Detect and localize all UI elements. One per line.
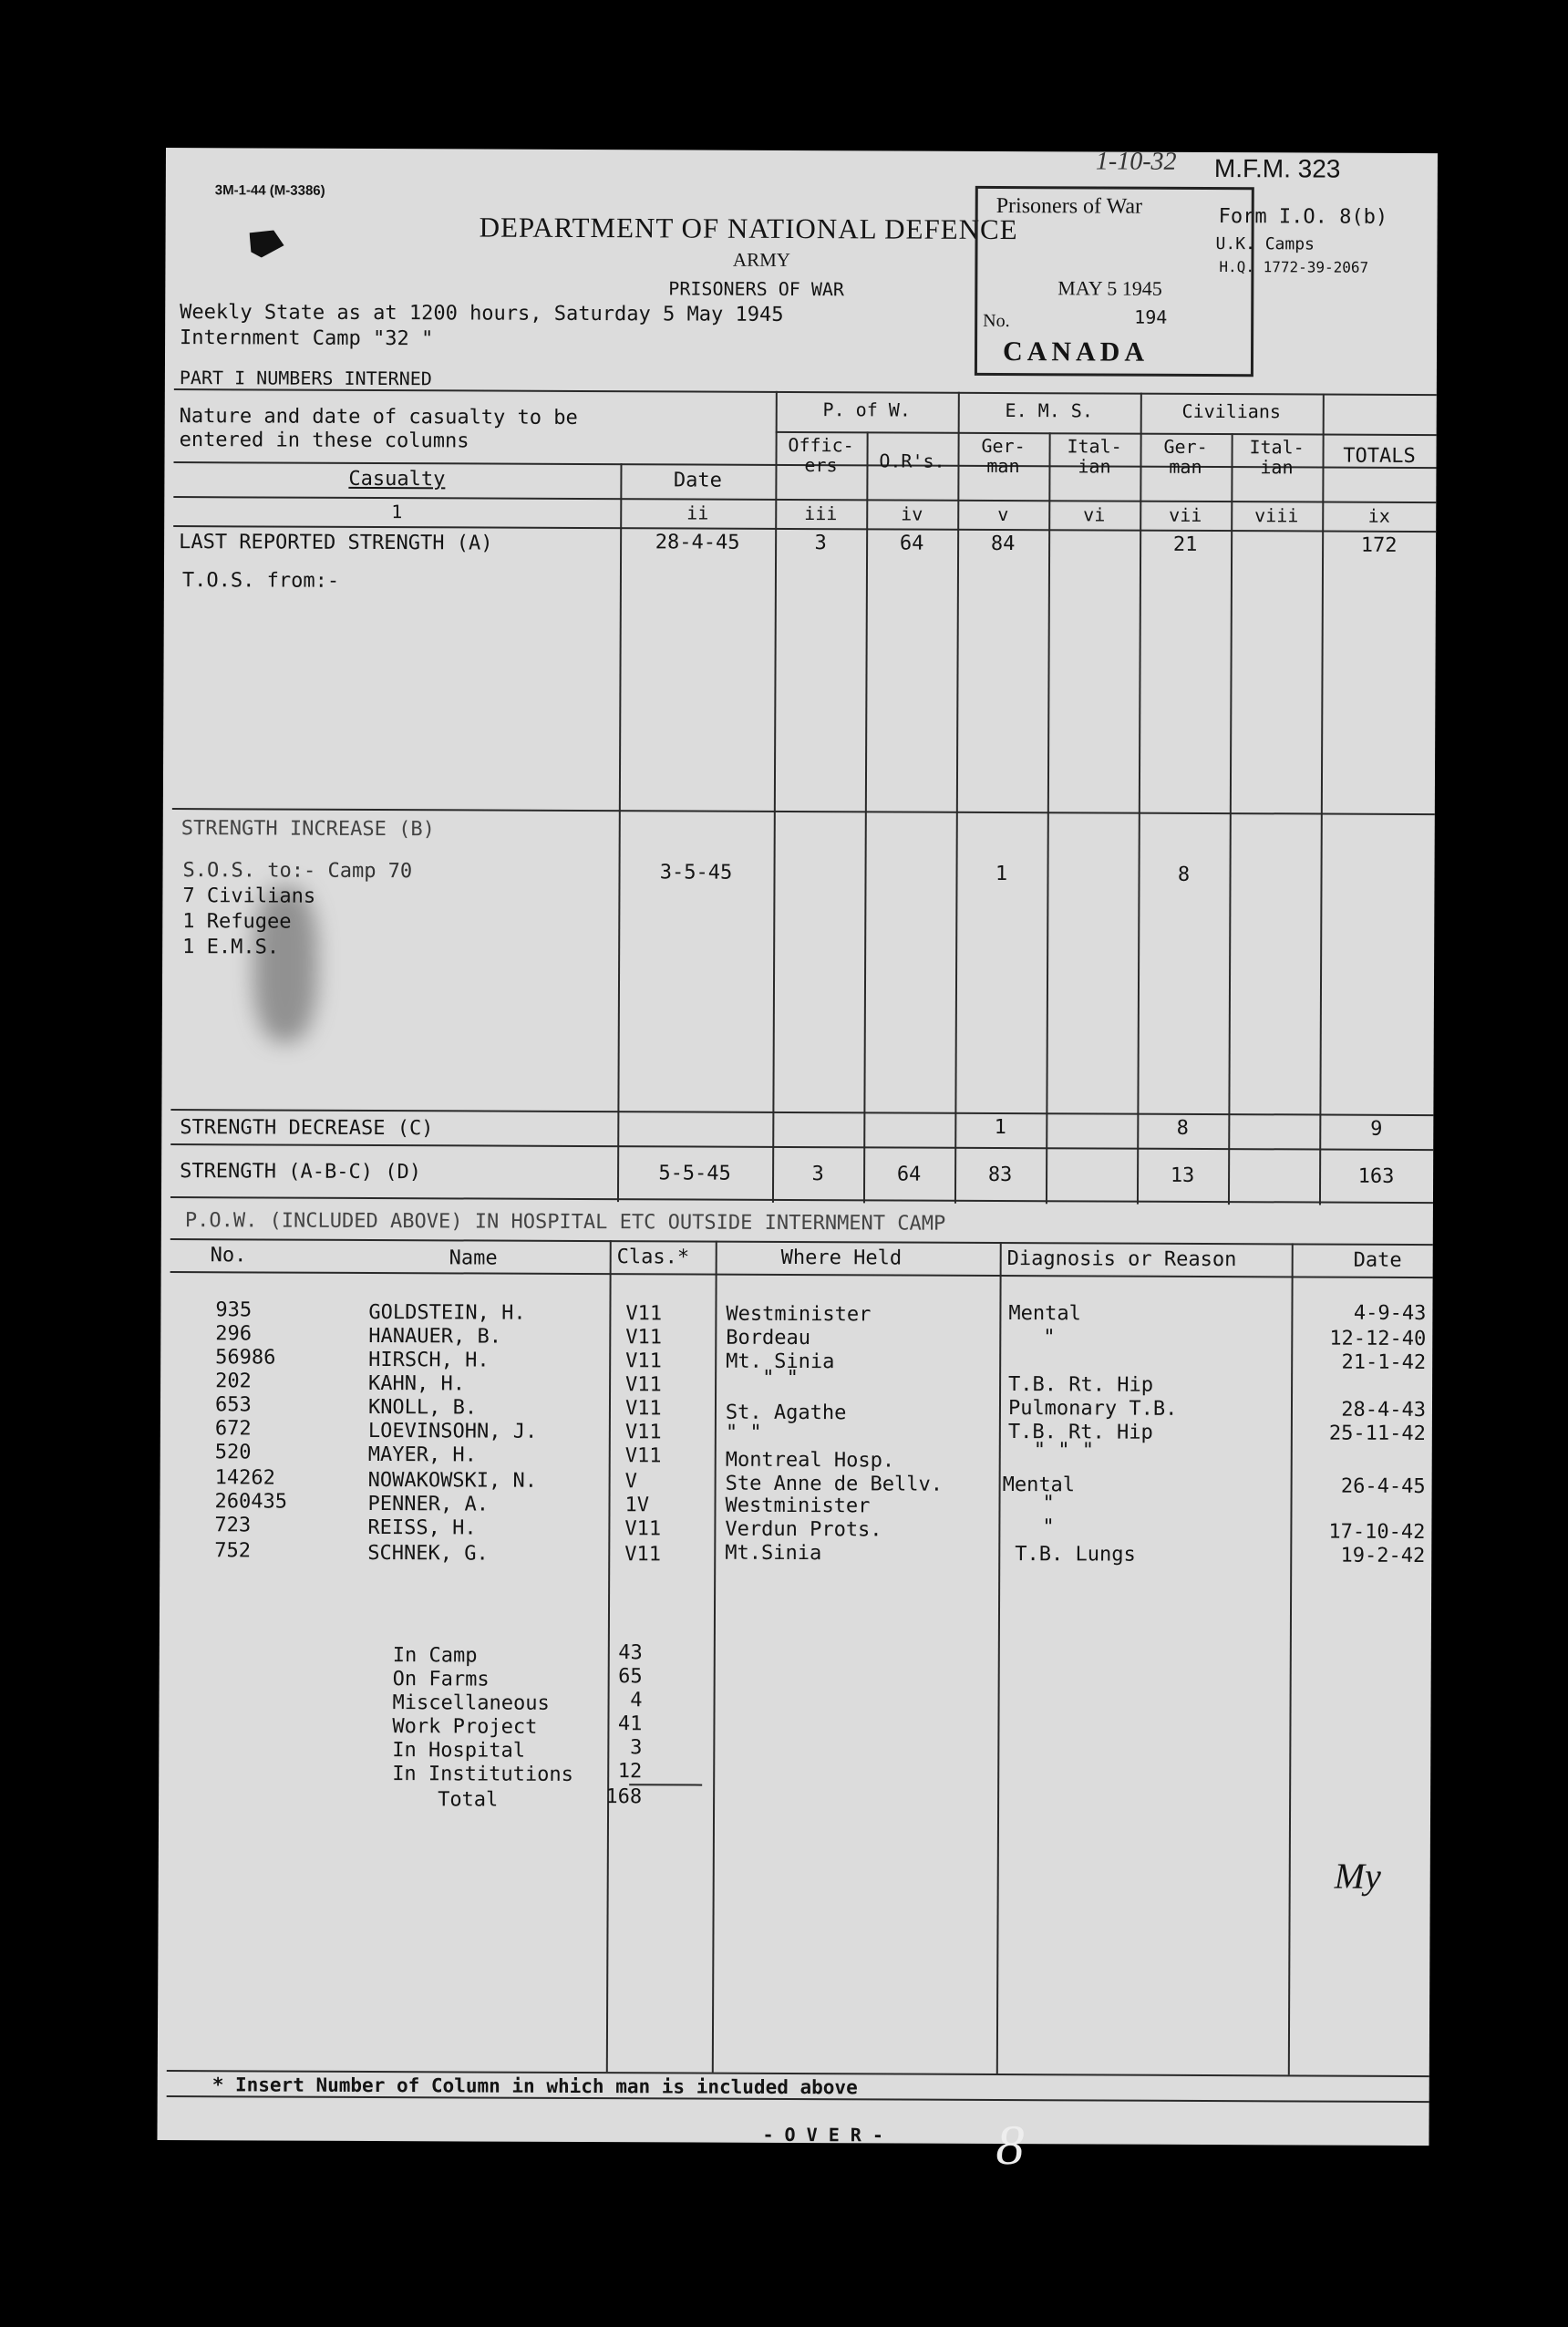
last-reported-civ-german: 21: [1172, 533, 1198, 556]
summary-value-3: 4: [630, 1689, 643, 1712]
row-10-diag: ": [1042, 1515, 1055, 1539]
row-8-diag: Mental: [1002, 1474, 1076, 1497]
strength-officers: 3: [811, 1163, 824, 1186]
strength-civ-german: 13: [1170, 1164, 1195, 1187]
row-6-name: LOEVINSOHN, J.: [367, 1419, 538, 1443]
row-5-clas: V11: [624, 1397, 662, 1421]
row-1-where: Westminister: [726, 1302, 872, 1327]
col-name: Name: [449, 1246, 498, 1270]
row-7-clas: V11: [624, 1444, 662, 1468]
last-reported-ors: 64: [899, 532, 924, 555]
date-label: Date: [673, 469, 722, 492]
strength-total: 163: [1357, 1164, 1395, 1188]
army-label: ARMY: [732, 248, 791, 271]
handwritten-initials: My: [1334, 1855, 1381, 1897]
row-1-clas: V11: [625, 1302, 663, 1326]
decrease-total: 9: [1370, 1117, 1383, 1141]
row-3-date: 21-1-42: [1341, 1350, 1427, 1375]
strength-ems-german: 83: [987, 1163, 1013, 1187]
summary-label-2: On Farms: [392, 1668, 490, 1691]
row-2-name: HANAUER, B.: [368, 1324, 502, 1349]
summary-label-3: Miscellaneous: [392, 1691, 550, 1715]
row-4-diag: T.B. Rt. Hip: [1008, 1373, 1154, 1397]
col-ems-italian: Ital-ian: [1067, 435, 1122, 478]
row-4-date: [1291, 1374, 1426, 1375]
row-9-name: PENNER, A.: [367, 1492, 490, 1516]
row-6-no: 672: [214, 1417, 252, 1441]
summary-label-6: In Institutions: [392, 1763, 573, 1786]
row-11-name: SCHNEK, G.: [367, 1541, 489, 1566]
row-3-where: Mt. Sinia: [726, 1350, 835, 1374]
decrease-ems-german: 1: [994, 1115, 1006, 1140]
row-5-no: 653: [214, 1393, 252, 1417]
strength-increase-label: STRENGTH INCREASE (B): [181, 817, 435, 842]
row-1-diag: Mental: [1008, 1302, 1081, 1326]
sos-line-1: S.O.S. to:- Camp 70: [182, 859, 413, 884]
camp-label: Internment Camp "32 ": [180, 326, 434, 351]
hospital-title: P.O.W. (INCLUDED ABOVE) IN HOSPITAL ETC OUTSIDE INTERNMENT CAMP: [184, 1209, 946, 1236]
part-label: PART I NUMBERS INTERNED: [179, 367, 432, 390]
row-10-clas: V11: [624, 1517, 662, 1541]
document-sheet: [157, 147, 1438, 2177]
summary-value-2: 65: [618, 1665, 643, 1689]
sos-date: 3-5-45: [659, 861, 733, 884]
tos-label: T.O.S. from:-: [181, 569, 340, 593]
last-reported-ems-german: 84: [990, 532, 1016, 556]
col-no: No.: [210, 1244, 247, 1267]
stamp-no-label: No.: [983, 310, 1010, 332]
summary-label-5: In Hospital: [392, 1739, 526, 1763]
row-5-name: KNOLL, B.: [367, 1395, 478, 1420]
group-civilians: Civilians: [1181, 399, 1281, 423]
row-4-clas: V11: [625, 1373, 662, 1397]
row-7-diag: " " ": [1033, 1439, 1095, 1463]
summary-label-7: Total: [438, 1788, 499, 1812]
decrease-label: STRENGTH DECREASE (C): [180, 1116, 434, 1141]
strength-label: STRENGTH (A-B-C) (D): [180, 1160, 422, 1184]
row-10-name: REISS, H.: [367, 1515, 477, 1540]
row-4-name: KAHN, H.: [368, 1371, 466, 1396]
weekly-state: Weekly State as at 1200 hours, Saturday 5 May 1945: [180, 301, 784, 326]
row-8-name: NOWAKOWSKI, N.: [367, 1468, 538, 1493]
row-7-where: Montreal Hosp.: [725, 1448, 895, 1473]
col-ems-german: Ger-man: [981, 434, 1026, 478]
numeral-2: ii: [686, 502, 709, 524]
stamp-no-value: 194: [1134, 305, 1168, 328]
row-7-date: [1291, 1445, 1426, 1446]
decrease-civ-german: 8: [1176, 1116, 1189, 1140]
row-8-no: 14262: [214, 1466, 275, 1490]
ink-blot: [249, 230, 284, 257]
over-label: - O V E R -: [762, 2123, 884, 2146]
page-mark: 8: [995, 2114, 1025, 2177]
row-11-diag: T.B. Lungs: [1015, 1543, 1136, 1567]
stamp-country: CANADA: [1002, 336, 1150, 367]
row-4-no: 202: [215, 1370, 252, 1393]
last-reported-date: 28-4-45: [655, 531, 740, 554]
last-reported-label: LAST REPORTED STRENGTH (A): [179, 531, 493, 555]
row-1-name: GOLDSTEIN, H.: [368, 1300, 526, 1325]
summary-value-5: 3: [630, 1736, 643, 1760]
row-9-diag: ": [1042, 1492, 1055, 1515]
mfm-number: M.F.M. 323: [1213, 154, 1341, 183]
group-ems: E. M. S.: [1005, 399, 1093, 422]
row-1-no: 935: [215, 1298, 253, 1322]
row-6-where: " ": [725, 1421, 762, 1444]
uk-camps: U.K. Camps: [1215, 234, 1315, 254]
stamp-title: Prisoners of War: [995, 193, 1143, 219]
stamp-date: MAY 5 1945: [1057, 276, 1162, 300]
row-11-date: 19-2-42: [1340, 1544, 1426, 1568]
pow-label: PRISONERS OF WAR: [668, 277, 845, 301]
row-9-clas: 1V: [624, 1494, 650, 1517]
row-2-clas: V11: [625, 1326, 663, 1350]
row-10-no: 723: [214, 1514, 252, 1537]
row-3-no: 56986: [215, 1346, 276, 1370]
row-6-clas: V11: [624, 1421, 662, 1444]
numeral-6: vi: [1083, 503, 1106, 526]
group-pow: P. of W.: [822, 398, 911, 421]
col-date: Date: [1353, 1248, 1402, 1272]
last-reported-officers: 3: [814, 532, 827, 555]
col-clas: Clas.*: [616, 1246, 690, 1269]
sos-line-4: 1 E.M.S.: [182, 936, 280, 959]
summary-value-7: 168: [605, 1785, 643, 1809]
row-4-where: " ": [762, 1366, 799, 1391]
sos-line-3: 1 Refugee: [182, 910, 292, 934]
sos-ems-german: 1: [995, 862, 1008, 886]
row-11-no: 752: [214, 1539, 252, 1563]
col-where: Where Held: [780, 1246, 903, 1270]
nature-label: Nature and date of casualty to be entered in these columns: [179, 405, 578, 453]
numeral-3: iii: [804, 502, 838, 525]
summary-label-1: In Camp: [392, 1644, 478, 1668]
row-10-date: 17-10-42: [1328, 1520, 1426, 1545]
received-stamp: [975, 186, 1254, 377]
strength-ors: 64: [896, 1163, 922, 1186]
row-6-diag: T.B. Rt. Hip: [1007, 1421, 1153, 1444]
row-7-no: 520: [214, 1441, 252, 1464]
strength-date: 5-5-45: [658, 1162, 731, 1185]
numeral-7: vii: [1169, 503, 1202, 526]
row-8-date: 26-4-45: [1340, 1474, 1426, 1499]
col-totals: TOTALS: [1343, 444, 1416, 468]
summary-value-1: 43: [618, 1641, 643, 1665]
sos-civ-german: 8: [1177, 863, 1191, 886]
summary-label-4: Work Project: [392, 1715, 538, 1739]
row-10-where: Verdun Prots.: [725, 1517, 882, 1542]
numeral-4: iv: [901, 502, 923, 525]
casualty-label: Casualty: [348, 467, 446, 491]
row-8-clas: V: [624, 1470, 637, 1494]
numeral-8: viii: [1254, 504, 1299, 527]
footnote: * Insert Number of Column in which man is included above: [211, 2074, 858, 2099]
row-3-name: HIRSCH, H.: [368, 1348, 490, 1372]
row-2-no: 296: [215, 1322, 253, 1346]
col-officers: Offic-ers: [788, 433, 854, 477]
summary-value-6: 12: [617, 1760, 643, 1784]
summary-value-4: 41: [617, 1712, 643, 1736]
row-6-date: 25-11-42: [1328, 1422, 1426, 1446]
row-2-where: Bordeau: [726, 1326, 811, 1350]
col-ors: O.R's.: [879, 450, 945, 472]
row-1-date: 4-9-43: [1353, 1301, 1427, 1326]
form-code: 3M-1-44 (M-3386): [214, 182, 325, 199]
col-civ-italian: Ital-ian: [1249, 436, 1305, 479]
handwritten-ref: 1-10-32: [1095, 147, 1177, 176]
col-civ-german: Ger-man: [1163, 435, 1208, 478]
hq-ref: H.Q. 1772-39-2067: [1219, 258, 1369, 276]
row-11-where: Mt.Sinia: [725, 1541, 822, 1566]
col-diagnosis: Diagnosis or Reason: [1006, 1247, 1237, 1272]
row-11-clas: V11: [624, 1543, 662, 1567]
row-2-diag: ": [1043, 1326, 1056, 1350]
last-reported-total: 172: [1360, 533, 1398, 557]
row-3-clas: V11: [625, 1350, 663, 1373]
row-5-where: St. Agathe: [725, 1401, 847, 1425]
row-2-date: 12-12-40: [1329, 1327, 1427, 1351]
row-8-where: Ste Anne de Bellv.: [725, 1472, 944, 1496]
row-5-date: 28-4-43: [1341, 1398, 1427, 1422]
row-9-where: Westminister: [725, 1494, 871, 1518]
row-9-no: 260435: [214, 1490, 288, 1514]
sos-line-2: 7 Civilians: [182, 884, 316, 908]
numeral-5: v: [997, 502, 1009, 526]
department-title: DEPARTMENT OF NATIONAL DEFENCE: [479, 211, 1018, 246]
numeral-1: 1: [391, 501, 403, 523]
row-5-diag: Pulmonary T.B.: [1007, 1397, 1178, 1421]
numeral-9: ix: [1367, 504, 1390, 527]
form-number: Form I.O. 8(b): [1218, 205, 1388, 229]
row-7-name: MAYER, H.: [367, 1443, 478, 1467]
